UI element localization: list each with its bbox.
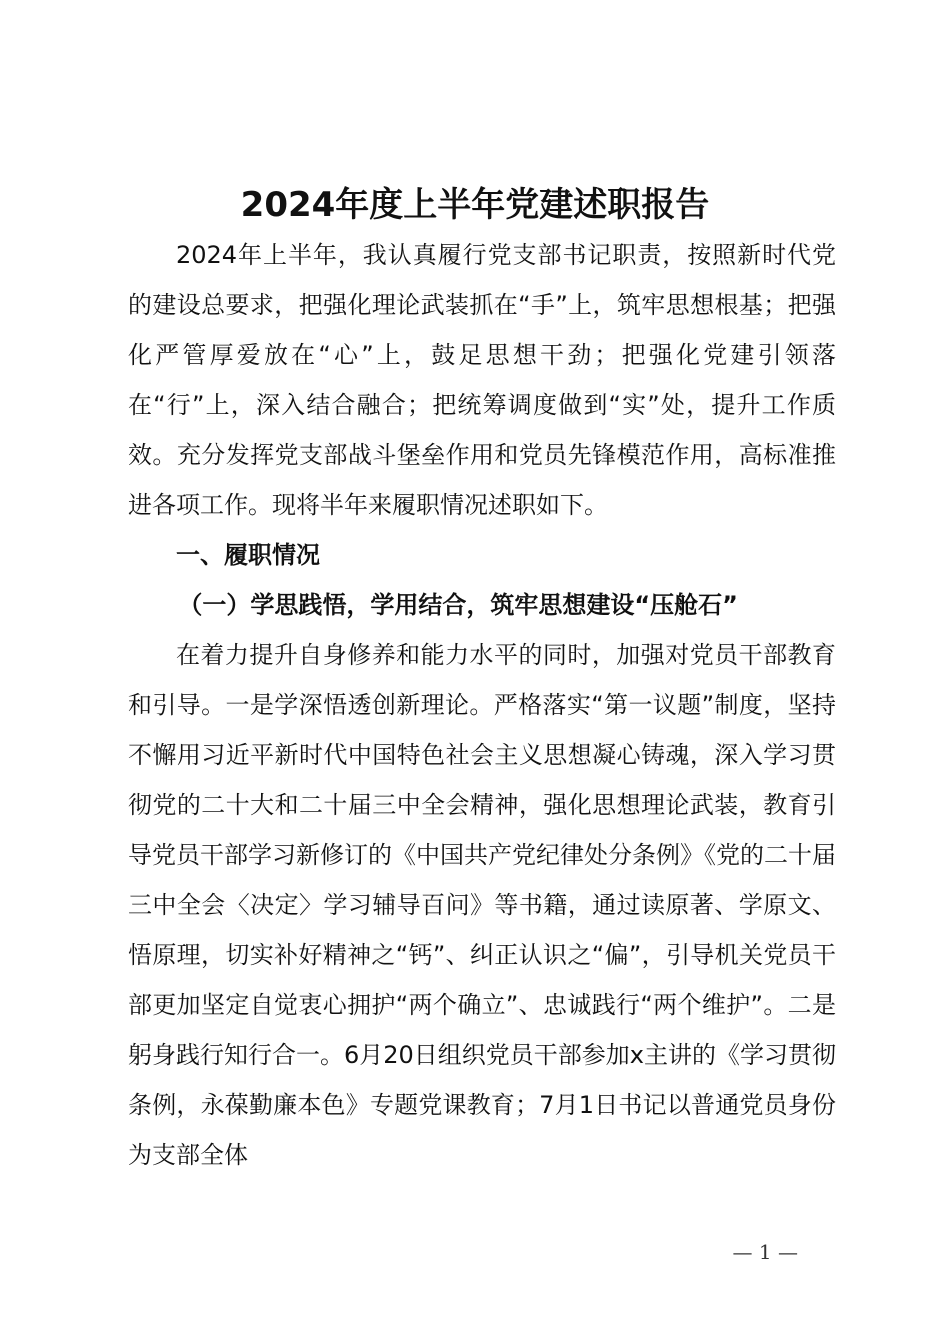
intro-paragraph: 2024年上半年，我认真履行党支部书记职责，按照新时代党的建设总要求，把强化理论武装抓在“手”上，筑牢思想根基；把强化严管厚爱放在“心”上，鼓足思想干劲；把强化党建引领落在“行”上，深入结合融合；把统筹调度做到“实”处，提升工作质效。充分发挥党支部战斗堡垒作用和党员先锋模范作用，高标准推进各项工作。现将半年来履职情况述职如下。 [128,241,836,519]
body-paragraph: 在着力提升自身修养和能力水平的同时，加强对党员干部教育和引导。一是学深悟透创新理论。严格落实“第一议题”制度，坚持不懈用习近平新时代中国特色社会主义思想凝心铸魂，深入学习贯彻党的二十大和二十届三中全会精神，强化思想理论武装，教育引导党员干部学习新修订的《中国共产党纪律处分条例》《党的二十届三中全会〈决定〉学习辅导百问》等书籍，通过读原著、学原文、悟原理，切实补好精神之“钙”、纠正认识之“偏”，引导机关党员干部更加坚定自觉衷心拥护“两个确立”、忠诚践行“两个维护”。二是躬身践行知行合一。6月20日组织党员干部参加x主讲的《学习贯彻条例，永葆勤廉本色》专题党课教育；7月1日书记以普通党员身份为支部全体 [128,641,837,1169]
page-footer [0,1238,950,1266]
page-number: — 1 — [732,1240,798,1264]
subsection-heading-1: （一）学思践悟，学用结合，筑牢思想建设“压舱石” [178,591,738,619]
document-title: 2024年度上半年党建述职报告 [240,185,710,225]
section-heading-1: 一、履职情况 [176,541,320,569]
document-body [128,230,836,1180]
